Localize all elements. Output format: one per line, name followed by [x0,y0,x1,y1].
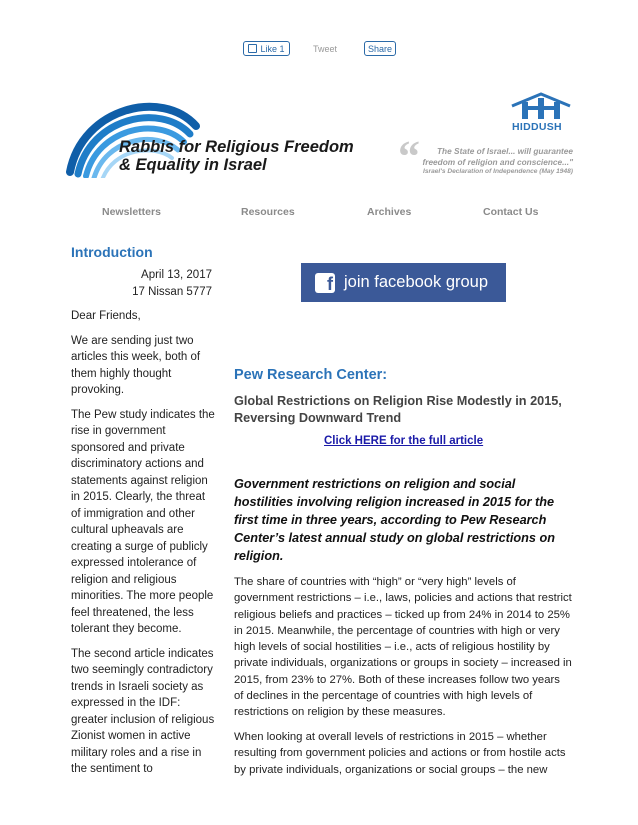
tweet-button[interactable]: Tweet [313,44,338,54]
nav-archives[interactable]: Archives [367,206,412,218]
introduction-heading: Introduction [71,244,153,260]
organization-title [119,138,354,174]
intro-paragraph: The Pew study indicates the rise in government sponsored and private discriminatory actions and statements against religion in 2015. Clearly, the threat of immigration and other cultural upheavals are creating a surge of publicly expressed intolerance of religion and religious minorities. The more people feel threatened, the less tolerant they become. [71,408,215,635]
date-hebrew: 17 Nissan 5777 [132,286,212,298]
article-source: Pew Research Center: [234,367,388,383]
share-button[interactable] [364,41,396,56]
hiddush-logo-text: HIDDUSH [512,121,562,133]
sidebar-letter [71,308,216,786]
hiddush-logo-icon[interactable] [510,92,572,120]
facebook-icon: f [315,273,335,293]
quote-line-1: The State of Israel... will guarantee [436,146,573,156]
title-line-2: & Equality in Israel [119,156,267,174]
facebook-banner-label: join facebook group [344,273,489,291]
article-lead: Government restrictions on religion and social hostilities involving religion increased in 2015 for the first time in three years, according to Pew Research Center’s latest annual study on global restrictions on religion. [234,477,556,563]
join-facebook-group-button[interactable] [301,263,506,302]
quote-mark-icon: “ [398,132,420,181]
intro-paragraph: We are sending just two articles this week, both of them highly thought provoking. [71,334,201,396]
thumbs-up-icon [248,44,257,53]
date-gregorian: April 13, 2017 [141,269,212,281]
quote-source: Israel's Declaration of Independence (May 1948) [423,168,573,175]
like-label: Like 1 [260,43,285,54]
facebook-like-button[interactable] [243,41,290,56]
declaration-quote [373,146,573,178]
quote-line-2: freedom of religion and conscience..." [422,156,573,167]
title-line-1: Rabbis for Religious Freedom [119,138,354,156]
article-paragraph: The share of countries with “high” or “very high” levels of government restrictions – i.e., laws, policies and actions that restrict religious beliefs and practices – ticked up from 24% in 2014 to 25% in 2015. Meanwhile, the percentage of countries with high or very high levels of social hostilities – i.e., acts of religious hostility by private individuals, organizations or groups in society – increased in 2015, from 23% to 27%. Both of these increases follow two years of declines in the percentage of countries with high levels of restrictions on religion by these measures. [234,576,572,719]
greeting: Dear Friends, [71,310,141,322]
article-paragraph: When looking at overall levels of restrictions in 2015 – whether resulting from government policies and actions or from hostile acts by private individuals, organizations or social groups – the new [234,731,566,776]
nav-resources[interactable]: Resources [241,206,295,218]
article-title: Global Restrictions on Religion Rise Modestly in 2015, Reversing Downward Trend [234,394,562,425]
nav-contact-us[interactable]: Contact Us [483,206,539,218]
full-article-link[interactable]: Click HERE for the full article [324,435,484,447]
share-label: Share [367,43,393,54]
nav-newsletters[interactable]: Newsletters [102,206,161,218]
intro-paragraph: The second article indicates two seemingly contradictory trends in Israeli society as expressed in the IDF: greater inclusion of religious Zionist women in active military roles and a rise in the sentiment to [71,647,215,775]
